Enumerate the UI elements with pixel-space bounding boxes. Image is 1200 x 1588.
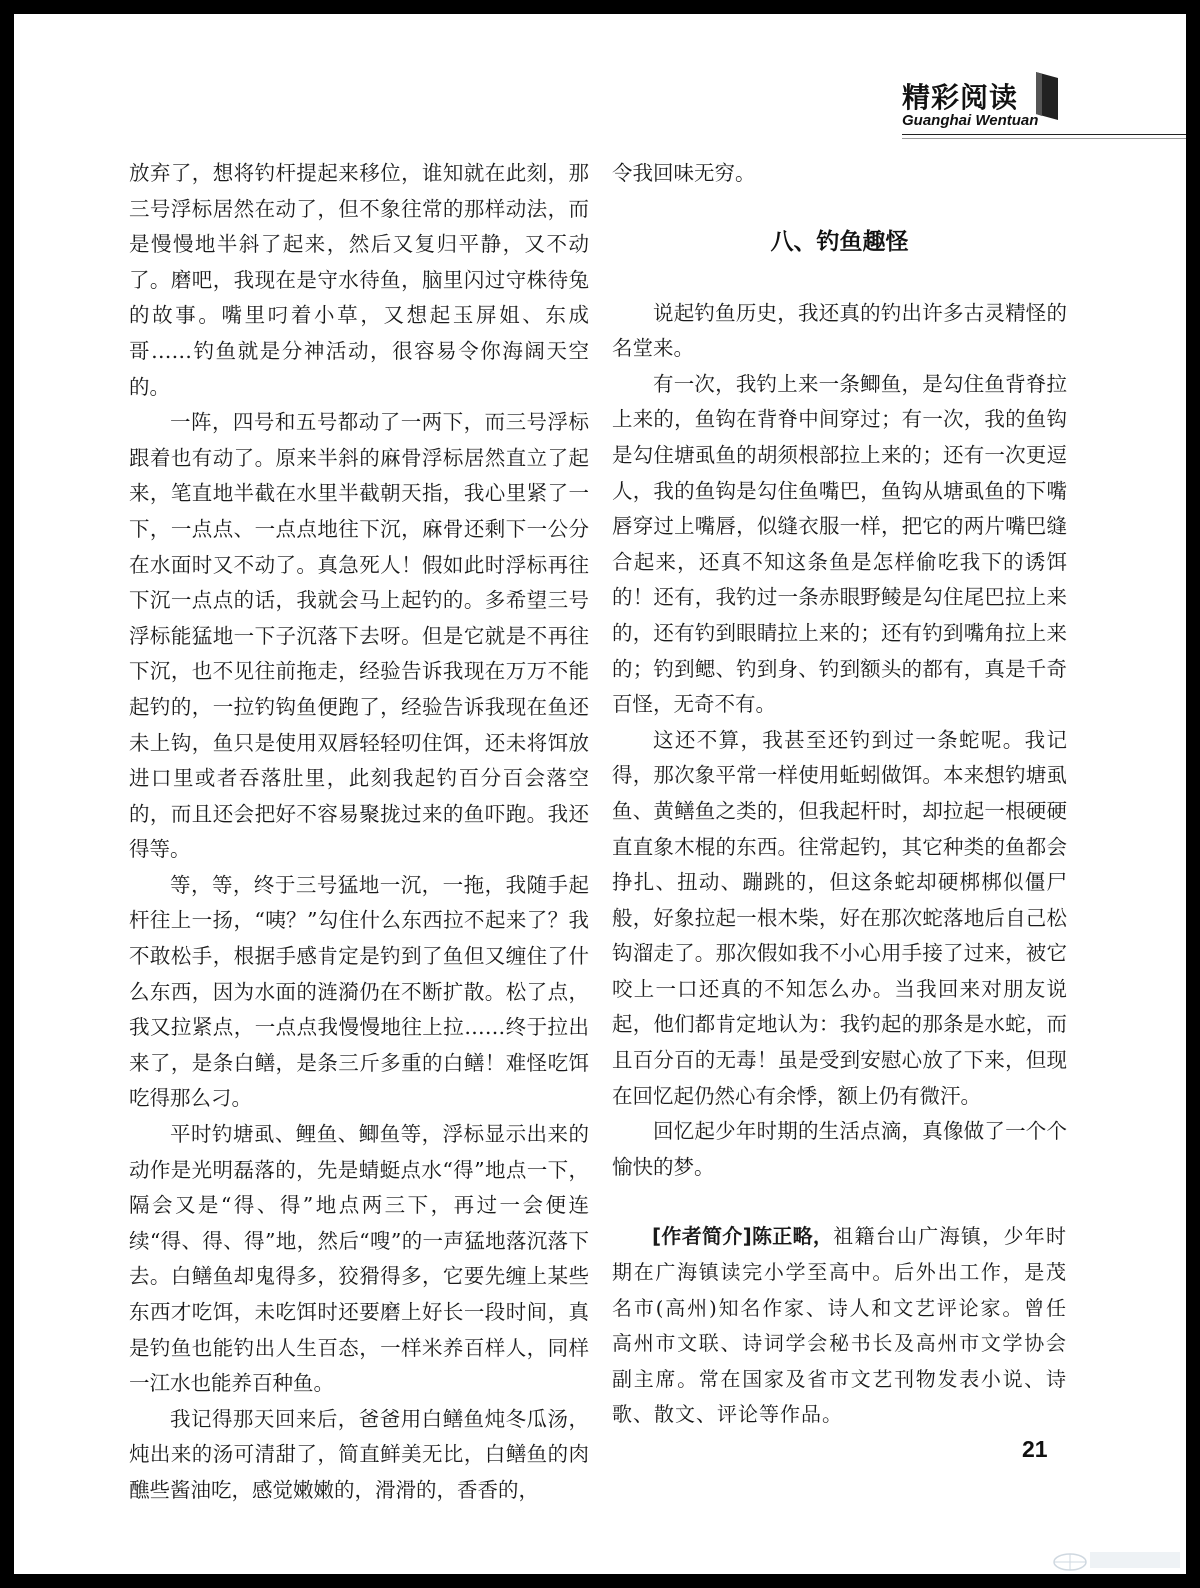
author-bio-label: [作者简介] [652,1224,752,1249]
right-column [612,156,1067,1433]
paragraph: 一阵，四号和五号都动了一两下，而三号浮标跟着也有动了。原来半斜的麻骨浮标居然直立了起来，笔直地半截在水里半截朝天指，我心里紧了一下，一点点、一点点地往下沉，麻骨还剩下一公分在水面时又不动了。真急死人！假如此时浮标再往下沉一点点的话，我就会马上起钓的。多希望三号浮标能猛地一下子沉落下去呀。但是它就是不再往下沉，也不见往前拖走，经验告诉我现在万万不能起钓的，一拉钓钩鱼便跑了，经验告诉我现在鱼还未上钩，鱼只是使用双唇轻轻叨住饵，还未将饵放进口里或者吞落肚里，此刻我起钓百分百会落空的，而且还会把好不容易聚拢过来的鱼吓跑。我还得等。 [129,410,589,862]
author-bio-text: 祖籍台山广海镇，少年时期在广海镇读完小学至高中。后外出工作，是茂名市(高州)知名作家、诗人和文艺评论家。曾任高州市文联、诗词学会秘书长及高州市文学协会副主席。常在国家及省市文艺刊物发表小说、诗歌、散文、评论等作品。 [612,1224,1068,1427]
section-heading: 八、钓鱼趣怪 [770,228,909,255]
column-subtitle: Guanghai Wentuan [902,112,1039,129]
paragraph: 说起钓鱼历史，我还真的钓出许多古灵精怪的名堂来。 [612,300,1067,361]
paragraph: 这还不算，我甚至还钓到过一条蛇呢。我记得，那次象平常一样使用蚯蚓做饵。本来想钓塘虱鱼、黄鳝鱼之类的，但我起杆时，却拉起一根硬硬直直象木棍的东西。往常起钓，其它种类的鱼都会挣扎、扭动、蹦跳的，但这条蛇却硬梆梆似僵尸般，好象拉起一根木柴，好在那次蛇落地后自己松钩溜走了。那次假如我不小心用手接了过来，被它咬上一口还真的不知怎么办。当我回来对朋友说起，他们都肯定地认为：我钓起的那条是水蛇，而且百分百的无毒！虽是受到安慰心放了下来，但现在回忆起仍然心有余悸，额上仍有微汗。 [612,727,1067,1108]
page-number: 21 [1022,1436,1048,1462]
author-bio [612,1219,1067,1433]
paragraph: 平时钓塘虱、鲤鱼、鲫鱼等，浮标显示出来的动作是光明磊落的，先是蜻蜓点水“得”地点一下，隔会又是“得、得”地点两三下，再过一会便连续“得、得、得”地，然后“嗖”的一声猛地落沉落下去。白鳝鱼却鬼得多，狡猾得多，它要先缠上某些东西才吃饵，未吃饵时还要磨上好长一段时间，真是钓鱼也能钓出人生百态，一样米养百样人，同样一江水也能养百种鱼。 [129,1122,589,1396]
page-header [884,66,1186,142]
column-title: 精彩阅读 [902,81,1019,114]
site-watermark-logo [1024,1542,1184,1572]
paragraph: 有一次，我钓上来一条鲫鱼，是勾住鱼背脊拉上来的，鱼钩在背脊中间穿过；有一次，我的鱼钩是勾住塘虱鱼的胡须根部拉上来的；还有一次更逗人，我的鱼钩是勾住鱼嘴巴，鱼钩从塘虱鱼的下嘴唇穿过上嘴唇，似缝衣服一样，把它的两片嘴巴缝合起来，还真不知这条鱼是怎样偷吃我下的诱饵的！还有，我钓过一条赤眼野鲮是勾住尾巴拉上来的，还有钓到眼睛拉上来的；还有钓到嘴角拉上来的；钓到鳃、钓到身、钓到额头的都有，真是千奇百怪，无奇不有。 [612,371,1067,717]
paragraph: 我记得那天回来后，爸爸用白鳝鱼炖冬瓜汤，炖出来的汤可清甜了，简直鲜美无比，白鳝鱼的肉醮些酱油吃，感觉嫩嫩的，滑滑的，香香的， [129,1406,589,1502]
magazine-page [14,14,1186,1574]
paragraph: 等，等，终于三号猛地一沉，一拖，我随手起杆往上一扬，“咦？”勾住什么东西拉不起来了？我不敢松手，根据手感肯定是钓到了鱼但又缠住了什么东西，因为水面的涟漪仍在不断扩散。松了点，我又拉紧点，一点点我慢慢地往上拉……终于拉出来了，是条白鳝，是条三斤多重的白鳝！难怪吃饵吃得那么刁。 [129,872,589,1111]
header-rule [902,134,1186,135]
author-name: 陈正略， [751,1224,834,1249]
header-rule-thin [902,138,1186,139]
paragraph: 放弃了，想将钓杆提起来移位，谁知就在此刻，那三号浮标居然在动了，但不象往常的那样动法，而是慢慢地半斜了起来，然后又复归平静，又不动了。磨吧，我现在是守水待鱼，脑里闪过守株待兔的故事。嘴里叼着小草，又想起玉屏姐、东成哥……钓鱼就是分神活动，很容易令你海阔天空的。 [129,161,589,399]
paragraph: 回忆起少年时期的生活点滴，真像做了一个个愉快的梦。 [612,1119,1067,1179]
left-column [129,156,589,1509]
paragraph-continuation: 令我回味无穷。 [612,161,756,185]
